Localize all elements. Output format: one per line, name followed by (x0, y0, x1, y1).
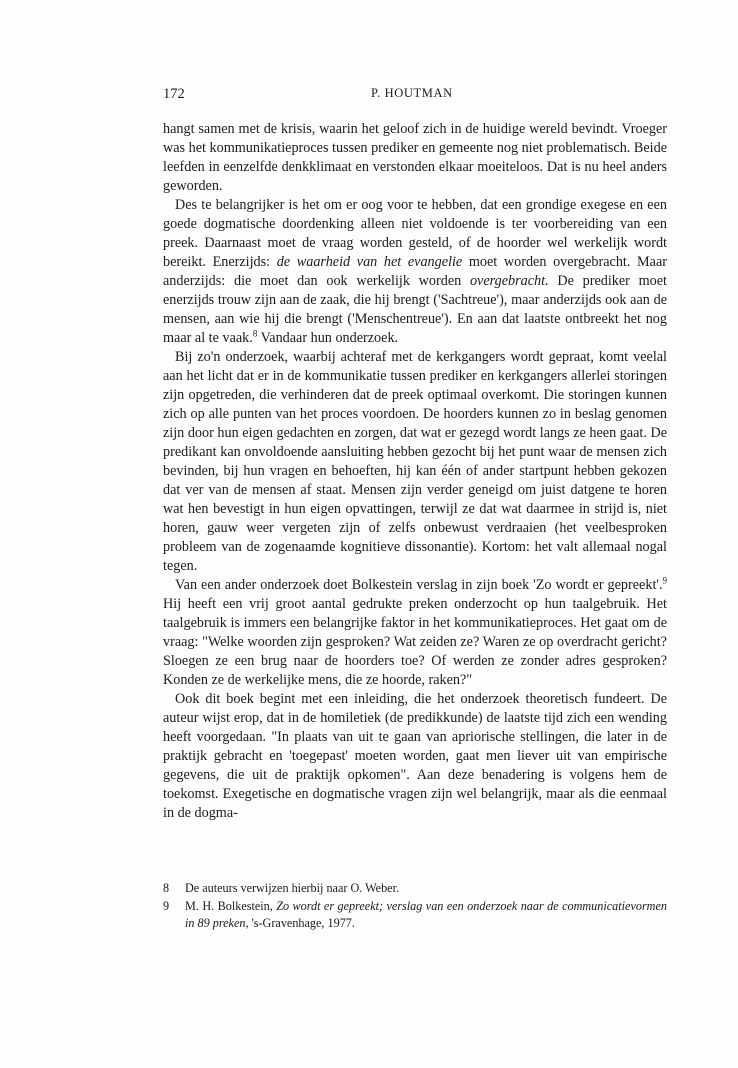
paragraph-2-text-a: Des te belangrijker is het om er oog voor te hebben, dat een grondige exegese en een goede dogmatische doordenking alleen niet voldoende is ter voorbereiding van een preek. Daarnaast moet de vraag worden gesteld, of de hoorder wel werkelijk wordt bereikt. Enerzijds: (163, 197, 667, 270)
paragraph-5 (163, 690, 667, 823)
footnote-ref-8[interactable]: 8 (252, 328, 258, 339)
paragraph-2-text-c: De prediker moet enerzijds trouw zijn aan de zaak, die hij brengt ('Sachtreue'), maar anderzijds ook aan de mensen, aan wie hij die brengt ('Menschentreue'). En aan dat laatste ontbreekt het nog maar al te vaak. (163, 273, 667, 346)
paragraph-1-text: hangt samen met de krisis, waarin het geloof zich in de huidige wereld bevindt. Vroeger was het kommunikatieproces tussen prediker en gemeente nog niet problematisch. Beide leefden in eenzelfde denkklimaat en verstonden elkaar moeiteloos. Dat is nu heel anders geworden. (163, 121, 667, 194)
paragraph-2-text-d: Vandaar hun onderzoek. (257, 330, 399, 346)
footnotes (163, 880, 667, 933)
footnote-8-number: 8 (163, 881, 170, 895)
paragraph-1 (163, 120, 667, 196)
paragraph-2-emphasis-2: overgebracht. (469, 273, 549, 289)
footnote-8-text: De auteurs verwijzen hierbij naar O. Weber. (185, 881, 400, 895)
footnote-9 (163, 898, 667, 933)
paragraph-2-emphasis-1: de waarheid van het evangelie (276, 254, 463, 270)
footnote-9-text-a: M. H. Bolkestein, (185, 898, 277, 913)
footnote-ref-9[interactable]: 9 (662, 575, 667, 586)
body-text (163, 120, 667, 823)
running-head-author: P. HOUTMAN (371, 86, 453, 100)
paragraph-4-text-b: Hij heeft een vrij groot aantal gedrukte preken onderzocht op hun taalgebruik. Het taalgebruik is immers een belangrijke faktor in het kommunikatieproces. Het gaat om de vraag: "Welke woorden zijn gesproken? Wat zeiden ze? Waren ze op overdracht gericht? Sloegen ze een brug naar de hoorders toe? Of werden ze zonder adres gesproken? Konden ze de werkelijke mens, die ze hoorde, raken?" (163, 596, 667, 688)
footnote-9-text-b: , 's-Gravenhage, 1977. (245, 916, 355, 930)
paragraph-5-text: Ook dit boek begint met een inleiding, die het onderzoek theoretisch fundeert. De auteur wijst erop, dat in de homiletiek (de predikkunde) de laatste tijd zich een wending heeft voorgedaan. "In plaats van uit te gaan van apriorische stellingen, die later in de praktijk gebracht en 'toegepast' moeten worden, gaat men liever uit van empirische gegevens, die uit de praktijk opkomen". Aan deze benadering is volgens hem de toekomst. Exegetische en dogmatische vragen zijn wel belangrijk, maar als die eenmaal in de dogma- (163, 691, 667, 821)
footnote-8 (163, 880, 667, 898)
paragraph-3 (163, 348, 667, 576)
paragraph-4-text-a: Van een ander onderzoek doet Bolkestein verslag in zijn boek 'Zo wordt er gepreekt'. (175, 577, 663, 593)
paragraph-4 (163, 576, 667, 690)
paragraph-2 (163, 196, 667, 348)
footnote-9-title: Zo wordt er gepreekt; verslag van een onderzoek naar de communicatievormen in 89 preken (185, 898, 667, 930)
running-head (163, 86, 667, 106)
paragraph-2-text-b: moet worden overgebracht. Maar anderzijds: die moet dan ook werkelijk worden (163, 254, 667, 289)
page-number: 172 (163, 86, 185, 102)
footnote-9-number: 9 (163, 898, 170, 913)
paragraph-3-text: Bij zo'n onderzoek, waarbij achteraf met de kerkgangers wordt gepraat, komt veelal aan het licht dat er in de kommunikatie tussen prediker en kerkgangers allerlei storingen zijn opgetreden, die verhinderen dat de preek optimaal overkomt. Die storingen kunnen zich op alle punten van het proces voordoen. De hoorders kunnen zo in beslag genomen zijn door hun eigen gedachten en zorgen, dat wat er gezegd wordt langs ze heen gaat. De predikant kan onvoldoende aansluiting hebben gezocht bij het punt waar de mensen zich bevinden, bij hun vragen en behoeften, hij kan één of ander startpunt hebben gekozen dat ver van de mensen af staat. Mensen zijn verder geneigd om juist datgene te horen wat hen bevestigt in hun eigen opvattingen, terwijl ze dat wat daarmee in strijd is, niet horen, gauw weer vergeten zijn of zelfs onbewust verdraaien (het veelbesproken probleem van de zogenaamde kognitieve dissonantie). Kortom: het valt allemaal nogal tegen. (163, 349, 667, 574)
